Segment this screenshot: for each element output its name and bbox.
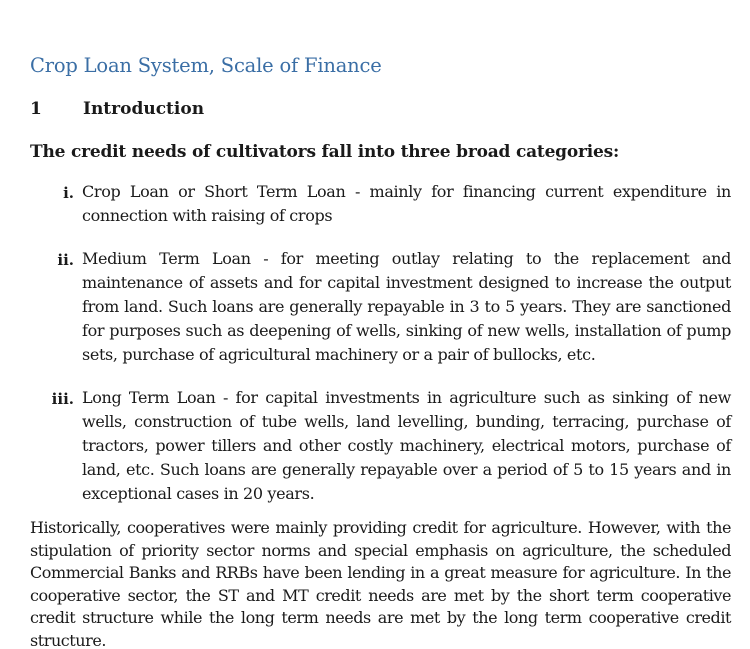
history-paragraph: Historically, cooperatives were mainly providing credit for agriculture. However, with the stipulation of priority sector norms and special emphasis on agriculture, the scheduled Commercial Banks and RRBs have been lending in a great measure for agriculture. In the cooperative sector, the ST and MT credit needs are met by the short term cooperative credit structure while the long term needs are met by the long term cooperative credit structure.: [30, 518, 731, 649]
list-marker: ii.: [57, 251, 74, 269]
list-item-long-term-loan: [0, 386, 750, 506]
section-title: Introduction: [83, 99, 205, 119]
categories-heading: The credit needs of cultivators fall into three broad categories:: [30, 142, 620, 162]
list-marker: i.: [63, 184, 74, 202]
list-item-text: Medium Term Loan - for meeting outlay relating to the replacement and maintenance of assets and for capital investment designed to increase the output from land. Such loans are generally repayable in 3 to 5 years. They are sanctioned for purposes such as deepening of wells, sinking of new wells, installation of pump sets, purchase of agricultural machinery or a pair of bullocks, etc.: [82, 249, 731, 364]
list-item-medium-term-loan: [0, 247, 750, 367]
list-item-text: Crop Loan or Short Term Loan - mainly for financing current expenditure in connection with raising of crops: [82, 182, 731, 225]
section-number: 1: [30, 99, 42, 119]
list-item-text: Long Term Loan - for capital investments in agriculture such as sinking of new wells, construction of tube wells, land levelling, bunding, terracing, purchase of tractors, power tillers and other costly machinery, electrical motors, purchase of land, etc. Such loans are generally repayable over a period of 5 to 15 years and in exceptional cases in 20 years.: [82, 388, 731, 503]
categories-list: [0, 180, 750, 525]
list-item-crop-loan: [0, 180, 750, 228]
document-title: Crop Loan System, Scale of Finance: [30, 54, 382, 77]
section-heading: [30, 99, 204, 119]
list-marker: iii.: [51, 390, 74, 408]
